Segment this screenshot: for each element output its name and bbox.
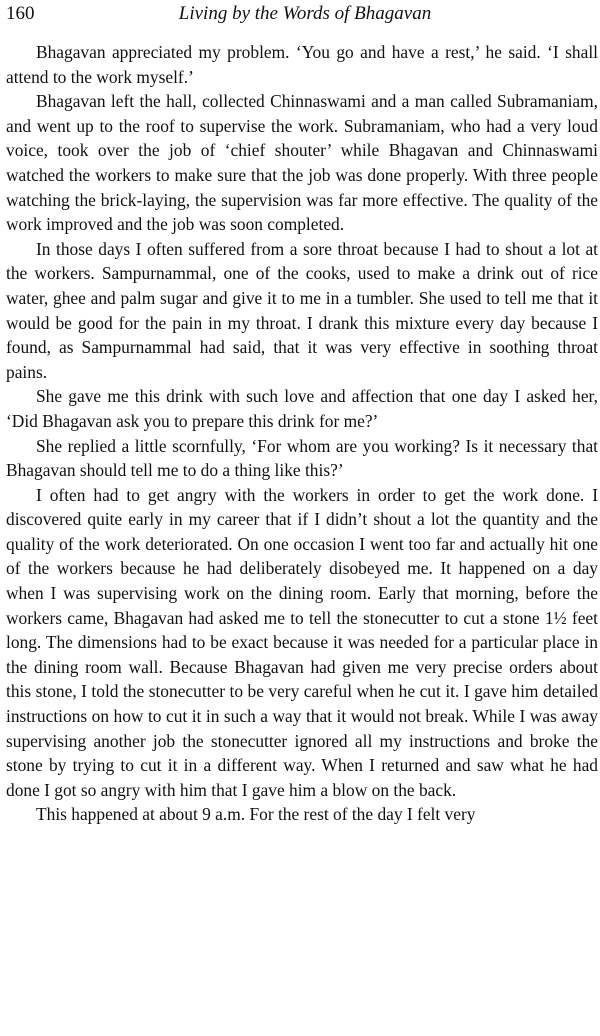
running-header	[6, 2, 598, 26]
body-text	[6, 40, 598, 827]
paragraph: She gave me this drink with such love and affection that one day I asked her, ‘Did Bhagavan ask you to prepare this drink for me?’	[6, 386, 598, 431]
paragraph: This happened at about 9 a.m. For the rest of the day I felt very	[36, 804, 476, 825]
page-number: 160	[6, 3, 35, 24]
paragraph: Bhagavan appreciated my problem. ‘You go and have a rest,’ he said. ‘I shall attend to the work myself.’	[6, 42, 598, 87]
paragraph: I often had to get angry with the workers in order to get the work done. I discovered quite early in my career that if I didn’t shout a lot the quantity and the quality of the work deteriorated. On one occasion I went too far and actually hit one of the workers because he had deliberately disobeyed me. It happened on a day when I was supervising work on the dining room. Early that morning, before the workers came, Bhagavan had asked me to tell the stonecutter to cut a stone 1½ feet long. The dimensions had to be exact because it was needed for a particular place in the dining room wall. Because Bhagavan had given me very precise orders about this stone, I told the stonecutter to be very careful when he cut it. I gave him detailed instructions on how to cut it in such a way that it would not break. While I was away supervising another job the stonecutter ignored all my instructions and broke the stone by trying to cut it in a different way. When I returned and saw what he had done I got so angry with him that I gave him a blow on the back.	[6, 484, 598, 800]
paragraph: Bhagavan left the hall, collected Chinnaswami and a man called Subramaniam, and went up to the roof to supervise the work. Subramaniam, who had a very loud voice, took over the job of ‘chief shouter’ while Bhagavan and Chinnaswami watched the workers to make sure that the job was done properly. With three people watching the brick-laying, the supervision was far more effective. The quality of the work improved and the job was soon completed.	[6, 91, 598, 235]
paragraph: She replied a little scornfully, ‘For whom are you working? Is it necessary that Bhagavan should tell me to do a thing like this?’	[6, 435, 598, 481]
running-title: Living by the Words of Bhagavan	[178, 3, 432, 24]
paragraph: In those days I often suffered from a sore throat because I had to shout a lot at the workers. Sampurnammal, one of the cooks, used to make a drink out of rice water, ghee and palm sugar and give it to me in a tumbler. She used to tell me that it would be good for the pain in my throat. I drank this mixture every day because I found, as Sampurnammal had said, that it was very effective in soothing throat pains.	[6, 238, 598, 382]
